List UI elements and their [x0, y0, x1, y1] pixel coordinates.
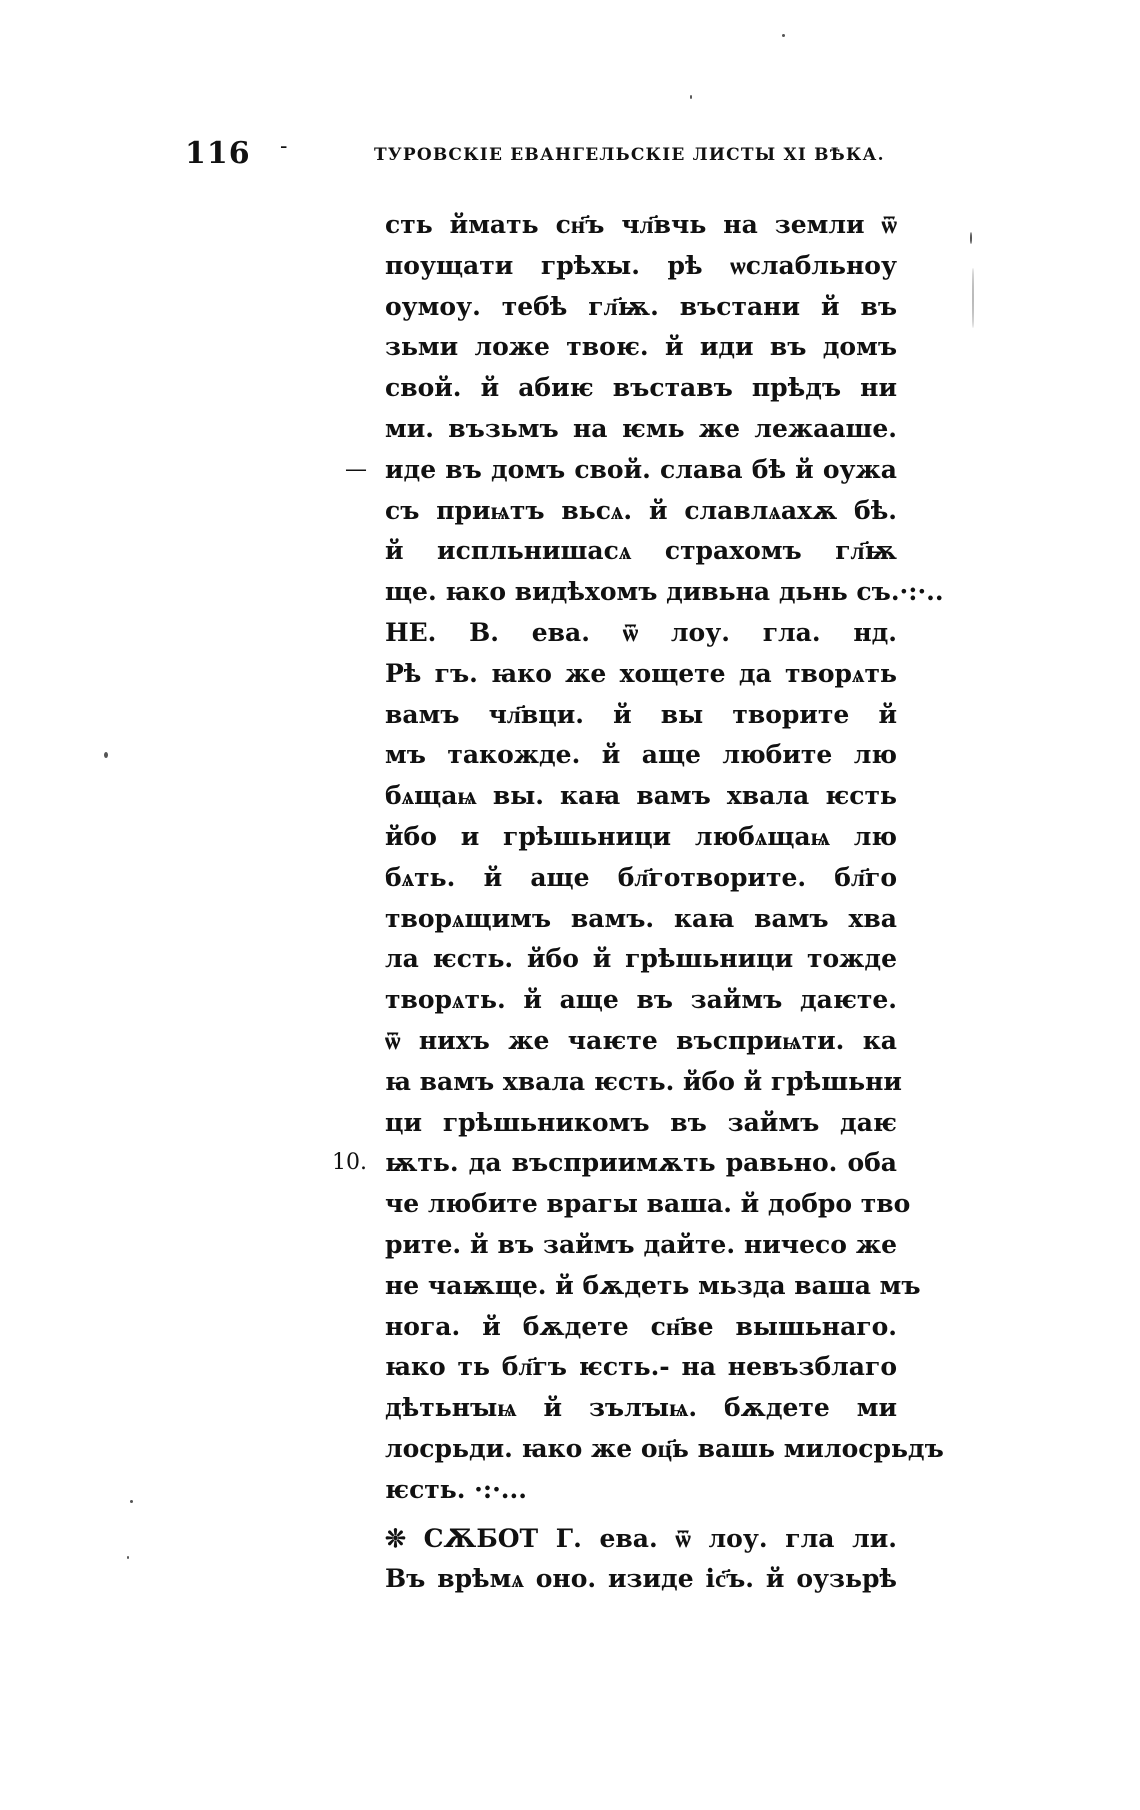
line-text: ❊ СѪБОТ Г. ева. ѿ лоу. гла ли.	[385, 1523, 897, 1553]
text-line	[385, 817, 897, 858]
text-line	[385, 776, 897, 817]
line-text: иде въ домъ свой. слава бѣ й оужа	[385, 454, 897, 484]
text-line	[385, 735, 897, 776]
line-text: нога. й бѫдете сн҃ве вышьнаго.	[385, 1311, 897, 1341]
margin-dash-mark: —	[345, 456, 367, 482]
text-line	[345, 450, 897, 491]
line-text: лосрьди. ꙗко же оц҃ь вашь милосрьдъ	[385, 1433, 944, 1463]
line-text: рите. й въ займъ дайте. ничесо же	[385, 1229, 897, 1259]
line-text: бѧщаѩ вы. каꙗ вамъ хвала ѥсть	[385, 781, 897, 811]
text-line	[385, 246, 897, 287]
text-line	[385, 1225, 897, 1266]
text-line	[385, 1347, 897, 1388]
text-line	[385, 205, 897, 246]
line-text: свой. й абиѥ въставъ прѣдъ ни	[385, 373, 897, 403]
text-line	[385, 327, 897, 368]
text-line	[385, 899, 897, 940]
header-dash: -	[280, 134, 288, 159]
line-text: творѧть. й аще въ займъ даѥте.	[385, 985, 897, 1015]
text-line	[385, 491, 897, 532]
text-line	[385, 858, 897, 899]
text-line	[385, 1519, 897, 1560]
text-line	[385, 368, 897, 409]
main-text-block	[332, 205, 944, 1600]
line-text: че любите врагы ваша. й добро тво	[385, 1189, 911, 1219]
line-text: Рѣ гъ. ꙗко же хощете да творѧть	[385, 658, 897, 688]
line-text: оумоу. тебѣ гл҃ѭ. въстани й въ	[385, 291, 897, 321]
text-line	[385, 980, 897, 1021]
text-line	[385, 409, 897, 450]
scan-speck	[127, 1556, 129, 1559]
text-line	[385, 1062, 902, 1103]
line-text: творѧщимъ вамъ. каꙗ вамъ хва	[385, 903, 897, 933]
line-text: ꙗ вамъ хвала ѥсть. йбо й грѣшьни	[385, 1066, 902, 1096]
text-line	[385, 1559, 897, 1600]
text-line	[385, 572, 944, 613]
scan-speck	[970, 232, 972, 244]
text-line	[385, 613, 897, 654]
line-text: ци грѣшьникомъ въ займъ даѥ	[385, 1107, 897, 1137]
running-title: ТУРОВСКІЕ ЕВАНГЕЛЬСКІЕ ЛИСТЫ XI ВѢКА.	[374, 145, 885, 165]
line-text: поущати грѣхы. рѣ ѡслабльноу	[385, 250, 897, 280]
line-text: не чаѭще. й бѫдеть мьзда ваша мъ	[385, 1270, 921, 1300]
text-line	[385, 1388, 897, 1429]
line-text: зьми ложе твоѥ. й иди въ домъ	[385, 332, 897, 362]
text-line	[385, 939, 897, 980]
line-text: ми. възьмъ на ѥмь же лежааше.	[385, 413, 897, 443]
scan-speck	[972, 268, 974, 328]
line-text: ѥсть. ·:·...	[385, 1474, 527, 1504]
line-text: вамъ чл҃вци. й вы творите й	[385, 699, 897, 729]
line-text: НЕ. В. ева. ѿ лоу. гла. нд.	[385, 617, 897, 647]
text-line	[385, 287, 897, 328]
text-line	[385, 1021, 897, 1062]
line-text: ꙗко ть бл҃гъ ѥсть.- на невъзблаго	[385, 1352, 897, 1382]
text-line	[385, 1184, 911, 1225]
text-line	[385, 1429, 944, 1470]
line-text: йбо и грѣшьници любѧщаѩ лю	[385, 821, 897, 851]
line-text: ще. ꙗко видѣхомъ дивьна дьнь съ.·:·..	[385, 577, 944, 607]
line-text: Въ врѣмѧ оно. изиде іс҃ъ. й оузьрѣ	[385, 1564, 897, 1594]
text-line	[385, 1266, 921, 1307]
text-line	[385, 1103, 897, 1144]
line-text: ла ѥсть. йбо й грѣшьници тожде	[385, 944, 897, 974]
page-number: 116	[185, 136, 251, 171]
text-line	[385, 1470, 897, 1511]
scan-speck	[690, 95, 692, 99]
text-line	[385, 654, 897, 695]
scan-speck	[782, 34, 785, 37]
line-text: съ приѩтъ вьсѧ. й славлѧахѫ бѣ.	[385, 495, 897, 525]
text-line	[385, 531, 897, 572]
line-text: й испльнишасѧ страхомъ гл҃ѭ	[385, 536, 897, 566]
line-text: ѿ нихъ же чаѥте въсприѩти. ка	[385, 1025, 897, 1055]
line-text: бѧть. й аще бл҃готворите. бл҃го	[385, 862, 897, 892]
text-line	[385, 695, 897, 736]
line-text: дѣтьнꙑѩ й зълꙑѩ. бѫдете ми	[385, 1393, 897, 1423]
scan-speck	[104, 752, 108, 758]
line-text: мъ такожде. й аще любите лю	[385, 740, 897, 770]
text-line	[332, 1143, 897, 1184]
page-header	[185, 134, 885, 176]
line-text: сть ймать сн҃ъ чл҃вчь на земли ѿ	[385, 210, 897, 239]
scan-speck	[130, 1500, 133, 1503]
text-line	[385, 1307, 897, 1348]
line-text: ѭть. да въсприимѫть равьно. оба	[385, 1148, 897, 1178]
margin-line-number: 10.	[332, 1150, 367, 1176]
